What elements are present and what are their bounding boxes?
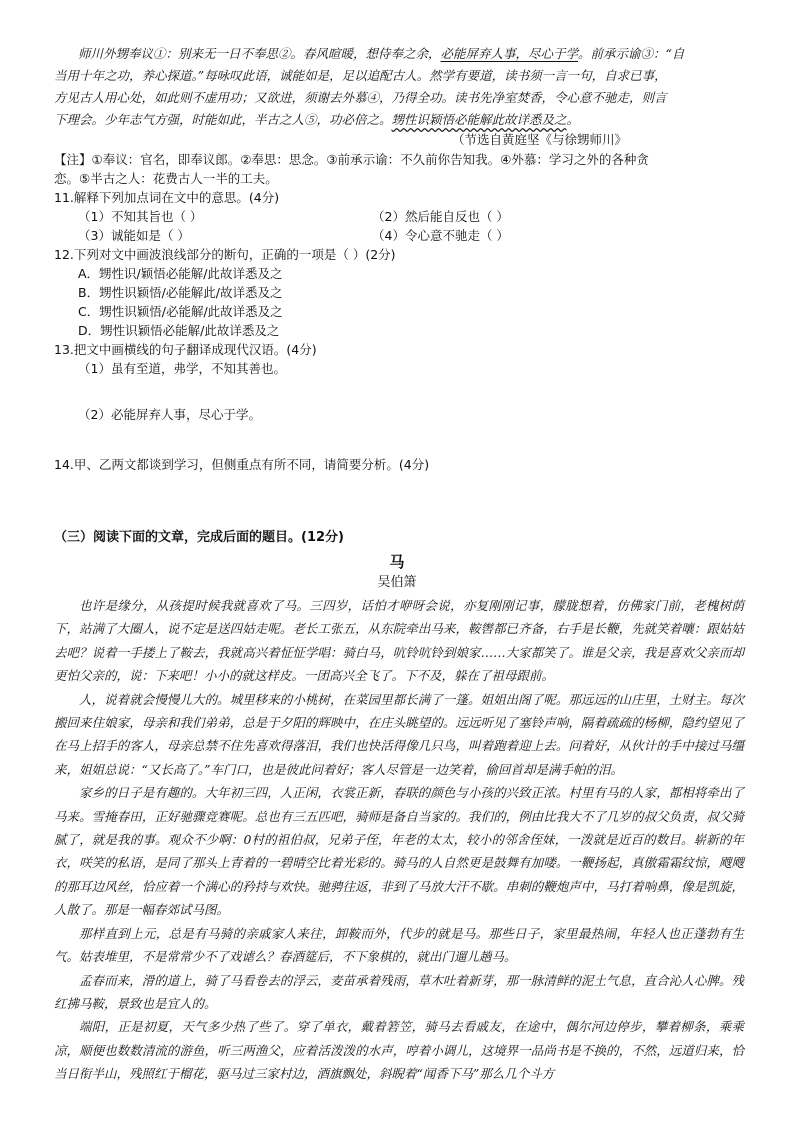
passage-note-2: 恋。⑤半古之人：花费古人一半的工夫。: [54, 171, 278, 186]
question-13: 13.把文中画横线的句子翻译成现代汉语。(4分): [54, 342, 317, 357]
question-13-item-1: （1）虽有至道，弗学，不知其善也。: [78, 361, 286, 376]
passage-text: 师川外甥奉议①：别来无一日不奉思②。春风暄暖，想侍奉之余，: [78, 46, 441, 61]
article-paragraph: 孟春而来，滑的道上，骑了马看卷去的浮云，麦苗承着残雨，草木吐着新芽，那一脉清鲜的泥土气息，直合沁人心脾。残红拂马鞍，景致也是宜人的。: [54, 972, 744, 1011]
question-11-item-1: （1）不知其旨也（ ）: [78, 209, 203, 224]
question-11: 11.解释下列加点词在文中的意思。(4分): [54, 190, 280, 205]
passage-line-4: [54, 110, 579, 130]
passage-line-3: 方见古人用心处，如此则不虚用功；又欲进，须谢去外慕④，乃得全功。读书先净室焚香，令心意不驰走，则言: [54, 90, 667, 105]
article-paragraph: 人，说着就会慢慢儿大的。城里移来的小桃树，在菜园里都长满了一篷。姐姐出阁了呢。那远远的山庄里，土财主。每次搬回来住娘家，母亲和我们弟弟，总是于夕阳的辉映中，在庄头眺望的。远远听见了塞铃声响，隔着疏疏的杨柳，隐约望见了在马上招手的客人，母亲总禁不住先喜欢得落泪，我们也快活得像几只鸟，叫着跑着迎上去。问着好，从伙计的手中接过马缰来，姐姐总说：“又长高了。”车门口，也是彼此问着好；客人尽管是一边笑着，偷回首却是满手帕的泪。: [54, 691, 744, 777]
article-author: 吴伯箫: [377, 575, 417, 590]
article-paragraph: 家乡的日子是有趣的。大年初三四，人正闲，衣裳正新，春联的颜色与小孩的兴致正浓。村里有马的人家，都相将牵出了马来。雪掩春田，正好驰骤竞赛呢。总也有三五匹吧，骑师是备自当家的。我们的，例由比我大不了几岁的叔父负责，叔父骑腻了，就是我的事。观众不少啊：0村的祖伯叔，兄弟子侄，年老的太太，较小的邻舍侄妹，一泼就是近百的数目。崭新的年衣，咲笑的私语，是同了那头上青着的一碧晴空比着光彩的。骑马的人自然更是鼓舞有加喽。一鞭扬起，真傲霜霜纹惊，飕飕的那耳边风丝，恰应着一个满心的矜持与欢快。驰骋往返，非到了马放大汗不歇。串刺的鞭炮声中，马打着响鼻，像是凯旋，人散了。那是一幅春郊试马图。: [54, 785, 744, 918]
passage-text: 下理会。少年志气方强，时能如此，半古之人⑤，功必倍之。: [54, 112, 392, 127]
section-3-heading: （三）阅读下面的文章，完成后面的题目。(12分): [54, 530, 344, 545]
question-12-option-b: B．甥性识颖悟/必能解此/故详悉及之: [78, 285, 283, 300]
question-11-item-4: （4）令心意不驰走（ ）: [372, 228, 509, 243]
article-paragraph: 那样直到上元，总是有马骑的亲戚家人来往，卸鞍而外，代步的就是马。那些日子，家里最热闹，年轻人也正蓬勃有生气。姑表堆里，不是常常少不了戏谑么？春酒筵后，不下象棋的，就出门遛儿趟马。: [54, 925, 744, 965]
question-12-option-d: D．甥性识颖悟必能解/此故详悉及之: [78, 323, 280, 338]
question-12: 12.下列对文中画波浪线部分的断句，正确的一项是（ ）(2分): [54, 247, 396, 262]
underlined-sentence: 必能屏弃人事，尽心于学: [440, 46, 579, 61]
passage-text: 。前承示谕③：“自: [578, 46, 685, 61]
article-body: [54, 594, 744, 1086]
question-12-option-a: A．甥性识/颖悟必能解/此故详悉及之: [78, 266, 283, 281]
question-12-option-c: C．甥性识颖悟/必能解/此故详悉及之: [78, 304, 283, 319]
question-11-item-3: （3）诚能如是（ ）: [78, 228, 190, 243]
article-title: 马: [389, 553, 405, 571]
passage-source: （节选自黄庭坚《与徐甥师川》: [452, 132, 628, 147]
passage-text: 。: [566, 112, 580, 127]
question-13-item-2: （2）必能屏弃人事，尽心于学。: [78, 407, 261, 422]
question-11-item-2: （2）然后能自反也（ ）: [372, 209, 509, 224]
passage-line-2: 当用十年之功，养心探道。”每咏叹此语，诚能如是，足以追配古人。然学有要道，读书须一言一句，自求已事，: [54, 68, 667, 83]
article-paragraph: 也许是缘分，从孩提时候我就喜欢了马。三四岁，话怕才咿呀会说，亦复刚刚记事，朦胧想着，仿佛家门前，老槐树荫下，站满了大圈人，说不定是送四姑走呢。老长工张五，从东院牵出马来，鞍辔都已齐备，右手是长鞭，先就笑着嚷：跟姑姑去吧？说着一手搂上了鞍去，我就高兴着怔怔学唱：骑白马，吭铃吭铃到娘家……大家都笑了。谁是父亲，我是喜欢父亲而却更怕父亲的，说：下来吧！小小的就这样皮。一团高兴全飞了。下不及，躲在了祖母跟前。: [54, 598, 744, 684]
article-paragraph: 端阳，正是初夏，天气多少热了些了。穿了单衣，戴着箬笠，骑马去看戚友，在途中，偶尔河边停步，攀着柳条，乘乘凉，顺便也数数清流的游鱼，听三两渔父，应着活泼泼的水声，哼着小调儿，这境界一品尚书是不换的，不然，远道归来，恰当日衔半山，残照红于榴花，驱马过三家村边，酒旗飘处，斜睨着“闻香下马”那么几个斗方: [54, 1019, 744, 1082]
passage-note-1: 【注】①奉议：官名，即奉议郎。②奉思：思念。③前承示谕：不久前你告知我。④外慕：学习之外的各种贪: [54, 152, 649, 167]
passage-line-1: [78, 44, 684, 64]
wavy-underlined-sentence: 甥性识颖悟必能解此故详悉及之: [391, 112, 567, 127]
question-14: 14.甲、乙两文都谈到学习，但侧重点有所不同，请简要分析。(4分): [54, 457, 430, 472]
